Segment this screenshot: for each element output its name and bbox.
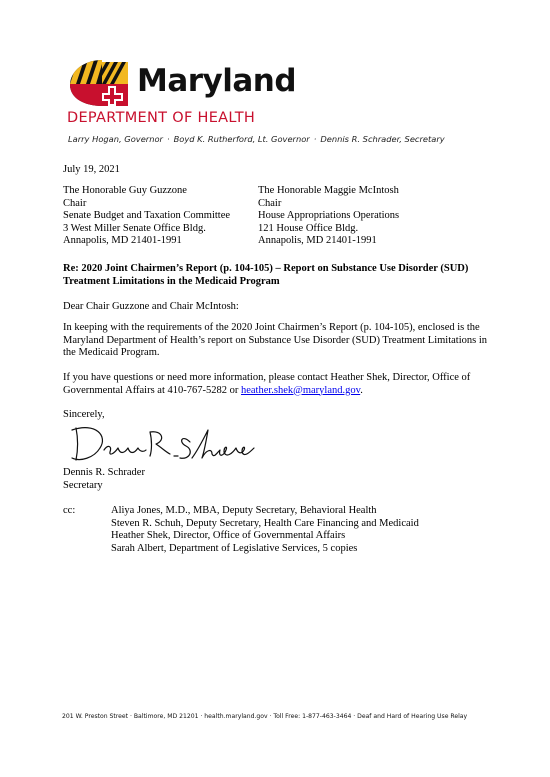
email-link[interactable]: heather.shek@maryland.gov bbox=[240, 384, 361, 396]
official-governor: Larry Hogan, Governor bbox=[68, 134, 163, 144]
body-paragraph: In keeping with the requirements of the 2020 Joint Chairmen’s Report (p. 104-105), enclosed is the Maryland Department of Health’s report on Substance Use Disorder (SUD) Treatment Limitations in the Medicaid Program. bbox=[63, 322, 487, 358]
signature-image bbox=[66, 420, 256, 466]
signer-block bbox=[63, 467, 493, 492]
recipient-committee: House Appropriations Operations bbox=[258, 210, 400, 221]
recipient-name: The Honorable Maggie McIntosh bbox=[258, 185, 399, 196]
official-secretary: Dennis R. Schrader, Secretary bbox=[320, 134, 445, 144]
recipient-address-line-1: 3 West Miller Senate Office Bldg. bbox=[63, 222, 206, 234]
recipient-senate bbox=[63, 185, 258, 248]
recipient-title: Chair bbox=[258, 197, 282, 209]
cc-recipient: Aliya Jones, M.D., MBA, Deputy Secretary, Behavioral Health bbox=[111, 505, 377, 516]
maryland-flag-logo bbox=[66, 56, 138, 108]
recipient-addresses bbox=[63, 185, 493, 248]
brand-name: Maryland bbox=[137, 63, 297, 99]
letter-date: July 19, 2021 bbox=[63, 164, 120, 175]
signer-title: Secretary bbox=[63, 479, 103, 491]
contact-paragraph bbox=[63, 372, 493, 397]
recipient-committee: Senate Budget and Taxation Committee bbox=[63, 210, 231, 221]
officials-line bbox=[68, 134, 445, 144]
official-lt-governor: Boyd K. Rutherford, Lt. Governor bbox=[173, 134, 310, 144]
cc-recipient: Heather Shek, Director, Office of Governmental Affairs bbox=[111, 530, 346, 541]
closing: Sincerely, bbox=[63, 409, 105, 420]
cc-recipient: Sarah Albert, Department of Legislative Services, 5 copies bbox=[111, 542, 358, 554]
signer-name: Dennis R. Schrader bbox=[63, 467, 145, 478]
recipient-name: The Honorable Guy Guzzone bbox=[63, 185, 187, 196]
salutation: Dear Chair Guzzone and Chair McIntosh: bbox=[63, 301, 239, 312]
recipient-title: Chair bbox=[63, 197, 87, 209]
contact-end: . bbox=[360, 384, 363, 396]
department-name: DEPARTMENT OF HEALTH bbox=[67, 110, 256, 126]
subject-line: Re: 2020 Joint Chairmen’s Report (p. 104-105) – Report on Substance Use Disorder (SUD) Treatment Limitations in the Medicaid Program bbox=[63, 263, 469, 287]
footer-contact-line: 201 W. Preston Street · Baltimore, MD 21201 · health.maryland.gov · Toll Free: 1-877-463-3464 · Deaf and Hard of Hearing Use Relay bbox=[62, 713, 468, 720]
cc-list bbox=[111, 505, 419, 555]
cc-recipient: Steven R. Schuh, Deputy Secretary, Health Care Financing and Medicaid bbox=[111, 517, 419, 529]
separator: · bbox=[313, 134, 317, 144]
cc-label: cc: bbox=[63, 505, 76, 516]
separator: · bbox=[166, 134, 170, 144]
cc-block bbox=[63, 505, 493, 555]
recipient-address-line-1: 121 House Office Bldg. bbox=[258, 222, 359, 234]
recipient-house bbox=[258, 185, 453, 248]
contact-text: If you have questions or need more information, please contact Heather Shek, Director, Office of Governmental Affairs at 410-767-5282 or bbox=[63, 372, 471, 396]
recipient-address-line-2: Annapolis, MD 21401-1991 bbox=[258, 235, 377, 246]
recipient-address-line-2: Annapolis, MD 21401-1991 bbox=[63, 235, 182, 246]
